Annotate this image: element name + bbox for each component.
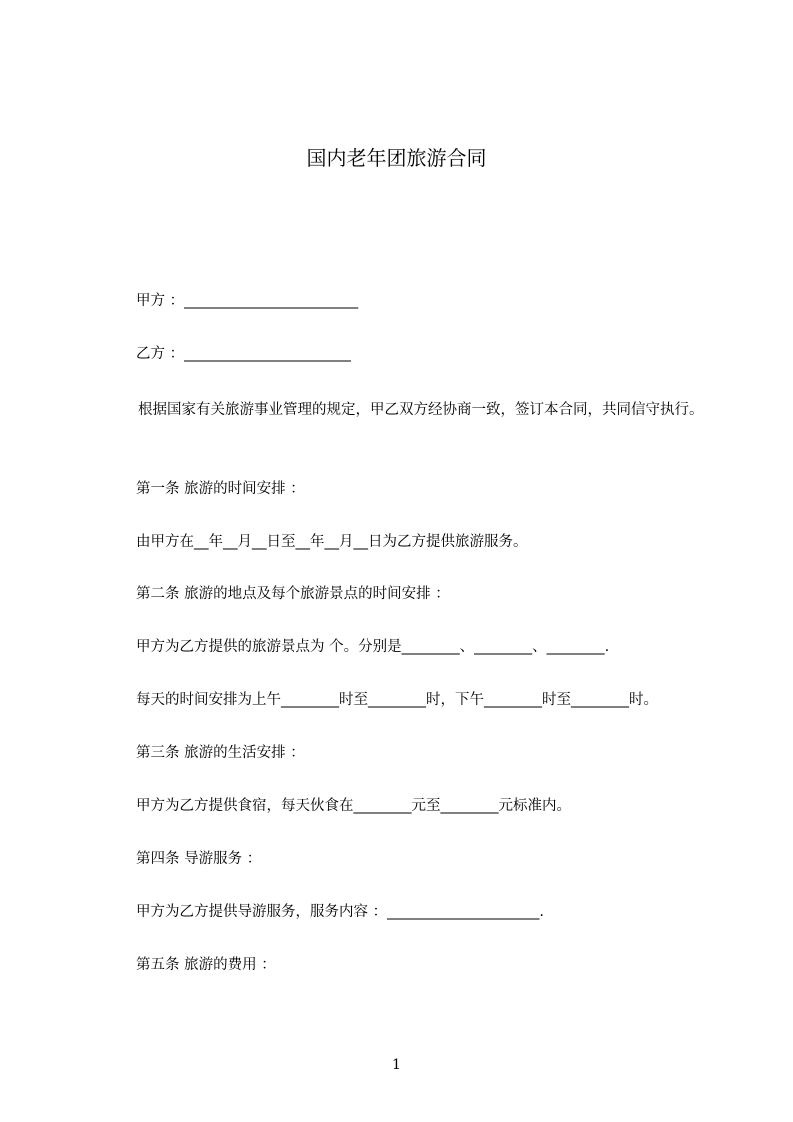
article-3-heading: 第三条 旅游的生活安排 ： — [136, 745, 305, 761]
page-number: 1 — [392, 1057, 401, 1073]
party-b-line: 乙方 ：_______________________ — [136, 346, 351, 362]
party-a-line: 甲方 ：________________________ — [136, 293, 359, 309]
article-3-body: 甲方为乙方提供食宿，每天伙食在________元至________元标准内。 — [136, 798, 571, 814]
article-2-body-2: 每天的时间安排为上午________时至________时，下午________时至________时。 — [136, 692, 658, 708]
article-5-heading: 第五条 旅游的费用 ： — [136, 957, 276, 973]
document-title: 国内老年团旅游合同 — [306, 146, 487, 170]
intro-paragraph: 根据国家有关旅游事业管理的规定，甲乙双方经协商一致，签订本合同，共同信守执行。 — [138, 402, 704, 418]
article-1-body: 由甲方在__年__月__日至__年__月__日为乙方提供旅游服务。 — [136, 534, 528, 550]
article-2-heading: 第二条 旅游的地点及每个旅游景点的时间安排 ： — [136, 586, 450, 602]
article-2-body-1: 甲方为乙方提供的旅游景点为 个。分别是________、________、________. — [136, 639, 610, 655]
article-1-heading: 第一条 旅游的时间安排 ： — [136, 481, 305, 497]
article-4-body: 甲方为乙方提供导游服务，服务内容 ：_____________________. — [136, 904, 544, 920]
article-4-heading: 第四条 导游服务 ： — [136, 851, 262, 867]
